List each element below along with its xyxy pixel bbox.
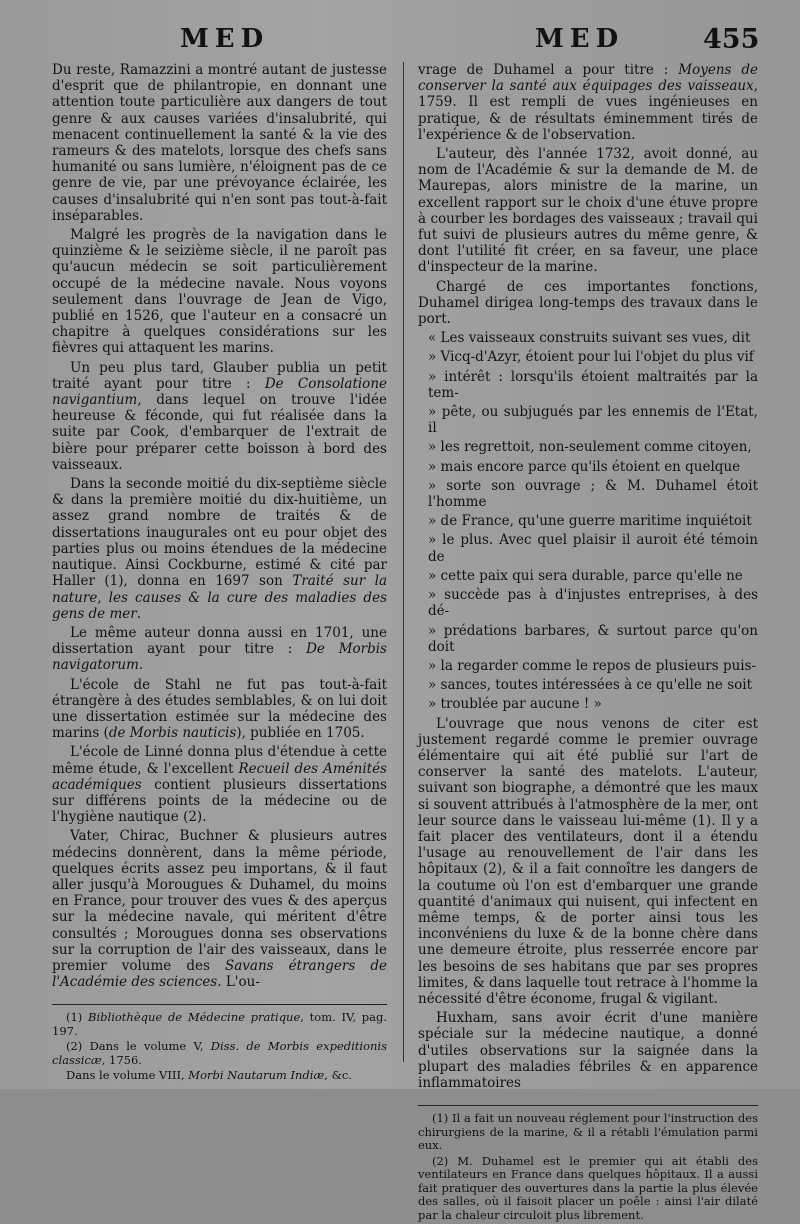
quote-line: » le plus. Avec quel plaisir il auroit été témoin de [428, 532, 758, 565]
footnote-rule [52, 1004, 387, 1005]
quote-line: » succède pas à d'injustes entreprises, à des dé- [428, 587, 758, 620]
quote-line: » troublée par aucune ! » [428, 696, 602, 713]
quote-line: » mais encore parce qu'ils étoient en quelque [428, 458, 741, 475]
footnote: (1) Il a fait un nouveau réglement pour l'instruction des chirurgiens de la marine, & il a rétabli l'émulation parmi eux. [418, 1111, 758, 1153]
paragraph: L'école de Linné donna plus d'étendue à cette même étude, & l'excellent Recueil des Aménités académiques contient plusieurs dissertations sur différens points de la médecine ou de l'hygiène nautique (2). [52, 744, 387, 826]
paragraph: vrage de Duhamel a pour titre : Moyens de conserver la santé aux équipages des vaisseaux, 1759. Il est rempli de vues ingénieuses en pratique, & de résultats éminemment tirés de l'expérience & de l'observation. [418, 62, 758, 143]
quote-line: » la regarder comme le repos de plusieurs puis- [428, 657, 757, 674]
paragraph: L'ouvrage que nous venons de citer est justement regardé comme le premier ouvrage élémentaire qui ait été publié sur l'art de conserver la santé des matelots. L'auteur, suivant son biographe, a démontré que les maux si souvent attribués à l'atmosphère de la mer, ont leur source dans le vaisseau lui-même (1). Il y a fait placer des ventilateurs, dont il a étendu l'usage au renouvellement de l'air dans les hôpitaux (2), & il a fait connoître les dangers de la coutume où l'on est d'embarquer une grande quantité d'animaux qui nuisent, qui infectent en même temps, & de porter ainsi tous les inconvéniens du luxe & de la bonne chère dans une demeure étroite, plus resserrée encore par les besoins de ses habitans que par ses propres limites, & dans laquelle tout retrace à l'homme la nécessité d'être économe, frugal & vigilant. [418, 715, 758, 1007]
paragraph: Du reste, Ramazzini a montré autant de justesse d'esprit que de philantropie, en donnant une attention toute particulière aux dangers de tout genre & aux causes variées d'insalubrité, qui menacent continuellement la santé & la vie des rameurs & des matelots, lorsque des chefs sans humanité ou sans lumière, n'éloignent pas de ce genre de vie, par une prévoyance éclairée, les causes d'insalubrité qui n'en sont pas tout-à-fait inséparables. [52, 62, 387, 224]
quote-line: » Vicq-d'Azyr, étoient pour lui l'objet du plus vif [428, 349, 754, 366]
quote-line: » sances, toutes intéressées à ce qu'elle ne soit [428, 677, 752, 694]
paragraph: Huxham, sans avoir écrit d'une manière spéciale sur la médecine nautique, a donné d'utiles observations sur la saignée dans la plupart des maladies fébriles & en apparence inflammatoires [418, 1010, 758, 1091]
paragraph: Le même auteur donna aussi en 1701, une dissertation ayant pour titre : De Morbis navigatorum. [52, 624, 387, 674]
paragraph: Dans la seconde moitié du dix-septième siècle & dans la première moitié du dix-huitième, un assez grand nombre de traités & de dissertations inaugurales ont eu pour objet des parties plus ou moins étendues de la médecine nautique. Ainsi Cockburne, estimé & cité par Haller (1), donna en 1697 son Traité sur la nature, les causes & la cure des maladies des gens de mer. [52, 476, 388, 622]
left-column [52, 62, 387, 1085]
footnotes-left [52, 1011, 387, 1083]
quote-line: » sorte son ouvrage ; & M. Duhamel étoit l'homme [428, 477, 758, 511]
footnote-rule [418, 1105, 758, 1106]
paragraph: Un peu plus tard, Glauber publia un petit traité ayant pour titre : De Consolatione navigantium, dans lequel on trouve l'idée heureuse & féconde, qui fut réalisée dans la suite par Cook, d'embarquer de l'extrait de bière pour préparer cette boisson à bord des vaisseaux. [52, 359, 387, 473]
footnote: (1) Bibliothèque de Médecine pratique, tom. IV, pag. 197. [52, 1010, 387, 1038]
paragraph: L'auteur, dès l'année 1732, avoit donné, au nom de l'Académie & sur la demande de M. de Maurepas, alors ministre de la marine, un excellent rapport sur le choix d'une étuve propre à courber les bordages des vaisseaux ; travail qui fut suivi de plusieurs autres du même genre, & dont l'utilité fit créer, en sa faveur, une place d'inspecteur de la marine. [418, 146, 758, 276]
header-right: MED [535, 24, 625, 54]
footnote: (2) Dans le volume V, Diss. de Morbis expeditionis classicæ, 1756. [52, 1039, 387, 1067]
column-divider [403, 62, 404, 1062]
quote-line: » les regrettoit, non-seulement comme citoyen, [428, 439, 752, 456]
footnote: Dans le volume VIII, Morbi Nautarum Indiæ, &c. [66, 1068, 352, 1083]
quote-line: » prédations barbares, & surtout parce qu'on doit [428, 622, 758, 655]
paragraph: L'école de Stahl ne fut pas tout-à-fait étrangère à des études semblables, & on lui doit une dissertation estimée sur la médecine des marins (de Morbis nauticis), publiée en 1705. [52, 676, 387, 742]
footnotes-right [418, 1112, 758, 1222]
quote-line: » cette paix qui sera durable, parce qu'elle ne [428, 567, 743, 584]
paragraph: Chargé de ces importantes fonctions, Duhamel dirigea long-temps des travaux dans le port. [418, 278, 758, 328]
paragraph: Malgré les progrès de la navigation dans le quinzième & le seizième siècle, il ne paroît pas qu'aucun médecin se soit particulièrement occupé de la médecine navale. Nous voyons seulement dans l'ouvrage de Jean de Vigo, publié en 1526, que l'auteur en a consacré un chapitre à quelques considérations sur les fièvres qui attaquent les marins. [52, 227, 387, 357]
paragraph: Vater, Chirac, Buchner & plusieurs autres médecins donnèrent, dans la même période, quelques écrits assez peu importans, & il faut aller jusqu'à Morougues & Duhamel, du moins en France, pour trouver des vues & des aperçus sur la médecine navale, qui méritent d'être consultés ; Morougues donna ses observations sur la corruption de l'air des vaisseaux, dans le premier volume des Savans étrangers de l'Académie des sciences. L'ou- [52, 828, 388, 991]
header-left: MED [180, 24, 270, 54]
running-header [0, 24, 800, 58]
right-column [418, 62, 758, 1224]
quote-line: « Les vaisseaux construits suivant ses vues, dit [428, 330, 751, 347]
quote-line: » intérêt : lorsqu'ils étoient maltraités par la tem- [428, 368, 758, 401]
footnote: (2) M. Duhamel est le premier qui ait établi des ventilateurs en France dans quelques hôpitaux. Il a aussi fait pratiquer des ouvertures dans la partie la plus élevée des salles, où il faisoit placer un poêle : ainsi l'air dilaté par la chaleur circuloit plus librement. [418, 1153, 758, 1222]
page-number: 455 [703, 24, 760, 55]
quote-line: » pête, ou subjugués par les ennemis de l'Etat, il [428, 404, 758, 437]
quotation [418, 330, 758, 712]
quote-line: » de France, qu'une guerre maritime inquiétoit [428, 513, 752, 530]
